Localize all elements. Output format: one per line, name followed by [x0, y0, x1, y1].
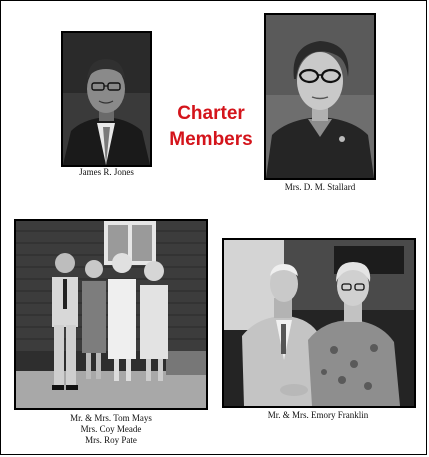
- caption-james-jones: [49, 167, 164, 178]
- couple-photo-image: [224, 240, 414, 406]
- caption-line: Mr. & Mrs. Emory Franklin: [267, 410, 369, 420]
- title-line-2: Members: [169, 129, 253, 150]
- portrait-james-jones-image: [63, 33, 150, 165]
- page-title: [156, 101, 266, 153]
- caption-line: James R. Jones: [79, 167, 134, 177]
- portrait-james-jones: [61, 31, 152, 167]
- group-photo-mays-meade-pate: [14, 219, 208, 410]
- group-photo-image: [16, 221, 206, 408]
- caption-line: Mrs. Roy Pate: [85, 435, 137, 445]
- title-line-1: Charter: [177, 103, 245, 124]
- caption-line: Mrs. D. M. Stallard: [284, 182, 356, 192]
- portrait-mrs-stallard: [264, 13, 376, 180]
- caption-line: Mr. & Mrs. Tom Mays: [70, 413, 152, 423]
- portrait-mrs-stallard-image: [266, 15, 374, 178]
- caption-line: Mrs. Coy Meade: [80, 424, 142, 434]
- caption-mrs-stallard: [254, 182, 386, 193]
- caption-group: [31, 413, 191, 446]
- couple-photo-franklin: [222, 238, 416, 408]
- caption-franklin: [238, 410, 398, 421]
